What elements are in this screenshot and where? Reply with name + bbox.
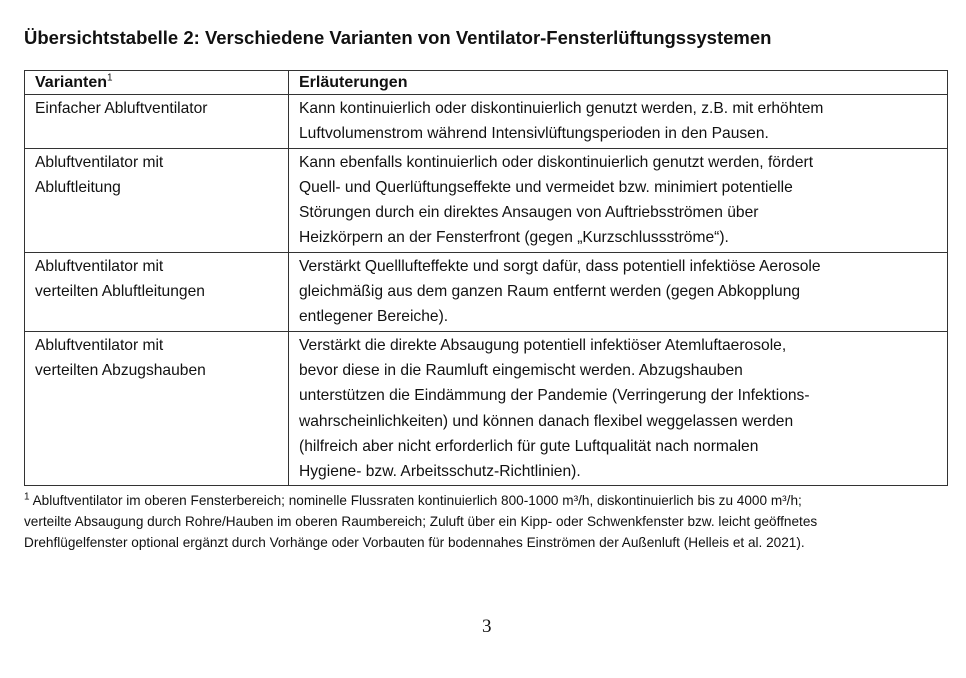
page-number: 3 [482,616,492,637]
variant-cell [25,331,289,486]
cell-line: gleichmäßig aus dem ganzen Raum entfernt werden (gegen Abkopplung [299,283,801,301]
footnote-line: $^1$ Abluftventilator im oberen Fensterbereich; nominelle Flussraten kontinuierlich 800-1000 m³/h, diskontinuierlich bis zu 4000 m³/h; [24,491,802,508]
cell-line: Luftvolumenstrom während Intensivlüftungsperioden in den Pausen. [299,125,769,143]
cell-line: bevor diese in die Raumluft eingemischt werden. Abzugshauben [299,361,743,379]
cell-line: verteilten Abluftleitungen [35,283,205,301]
cell-line: Störungen durch ein direktes Ansaugen von Auftriebsströmen über [299,204,759,222]
footnote-line: verteilte Absaugung durch Rohre/Hauben im oberen Raumbereich; Zuluft über ein Kipp- oder Schwenkfenster bzw. leicht geöffnetes [24,513,818,529]
variant-cell [25,252,289,331]
overview-table [24,70,948,486]
variant-cell [25,95,289,149]
explanation-cell [289,331,948,486]
cell-line: entlegener Bereiche). [299,308,449,326]
explanation-cell [289,95,948,149]
cell-line: Abluftventilator mit [35,153,164,171]
cell-line: unterstützen die Eindämmung der Pandemie (Verringerung der Infektions- [299,387,810,405]
table-row [25,331,948,486]
cell-line: Verstärkt die direkte Absaugung potentiell infektiöser Atemluftaerosole, [299,336,787,354]
cell-line: Einfacher Abluftventilator [35,100,208,117]
explanation-cell [289,148,948,252]
cell-line: Heizkörpern an der Fensterfront (gegen „Kurzschlussströme“). [299,229,729,247]
cell-line: Kann kontinuierlich oder diskontinuierlich genutzt werden, z.B. mit erhöhtem [299,100,824,117]
table-row [25,148,948,252]
cell-line: Hygiene- bzw. Arbeitsschutz-Richtlinien). [299,463,581,481]
cell-line: Quell- und Querlüftungseffekte und vermeidet bzw. minimiert potentielle [299,178,793,196]
footnote-line: Drehflügelfenster optional ergänzt durch Vorhänge oder Vorbauten für bodennahes Einströmen der Außenluft (Helleis et al. 2021). [24,534,805,550]
footnote-ref: 1 [107,72,113,84]
variant-cell [25,148,289,252]
explanation-cell [289,252,948,331]
footnote [24,491,817,553]
cell-line: wahrscheinlichkeiten) und können danach flexibel weggelassen werden [299,412,794,430]
table-title: Übersichtstabelle 2: Verschiedene Varianten von Ventilator-Fensterlüftungssystemen [24,27,772,48]
cell-line: Abluftventilator mit [35,336,164,354]
cell-line: Abluftventilator mit [35,257,164,275]
table-row [25,95,948,149]
cell-line: Kann ebenfalls kontinuierlich oder diskontinuierlich genutzt werden, fördert [299,153,814,171]
table-row [25,252,948,331]
cell-line: (hilfreich aber nicht erforderlich für gute Luftqualität nach normalen [299,437,759,455]
header-variants: Varianten$^1$ [25,71,289,95]
cell-line: Abluftleitung [35,178,121,196]
cell-line: verteilten Abzugshauben [35,361,206,379]
cell-line: Verstärkt Quelllufteffekte und sorgt dafür, dass potentiell infektiöse Aerosole [299,257,821,275]
header-explanations: Erläuterungen [289,71,948,95]
table-header-row [25,71,948,95]
